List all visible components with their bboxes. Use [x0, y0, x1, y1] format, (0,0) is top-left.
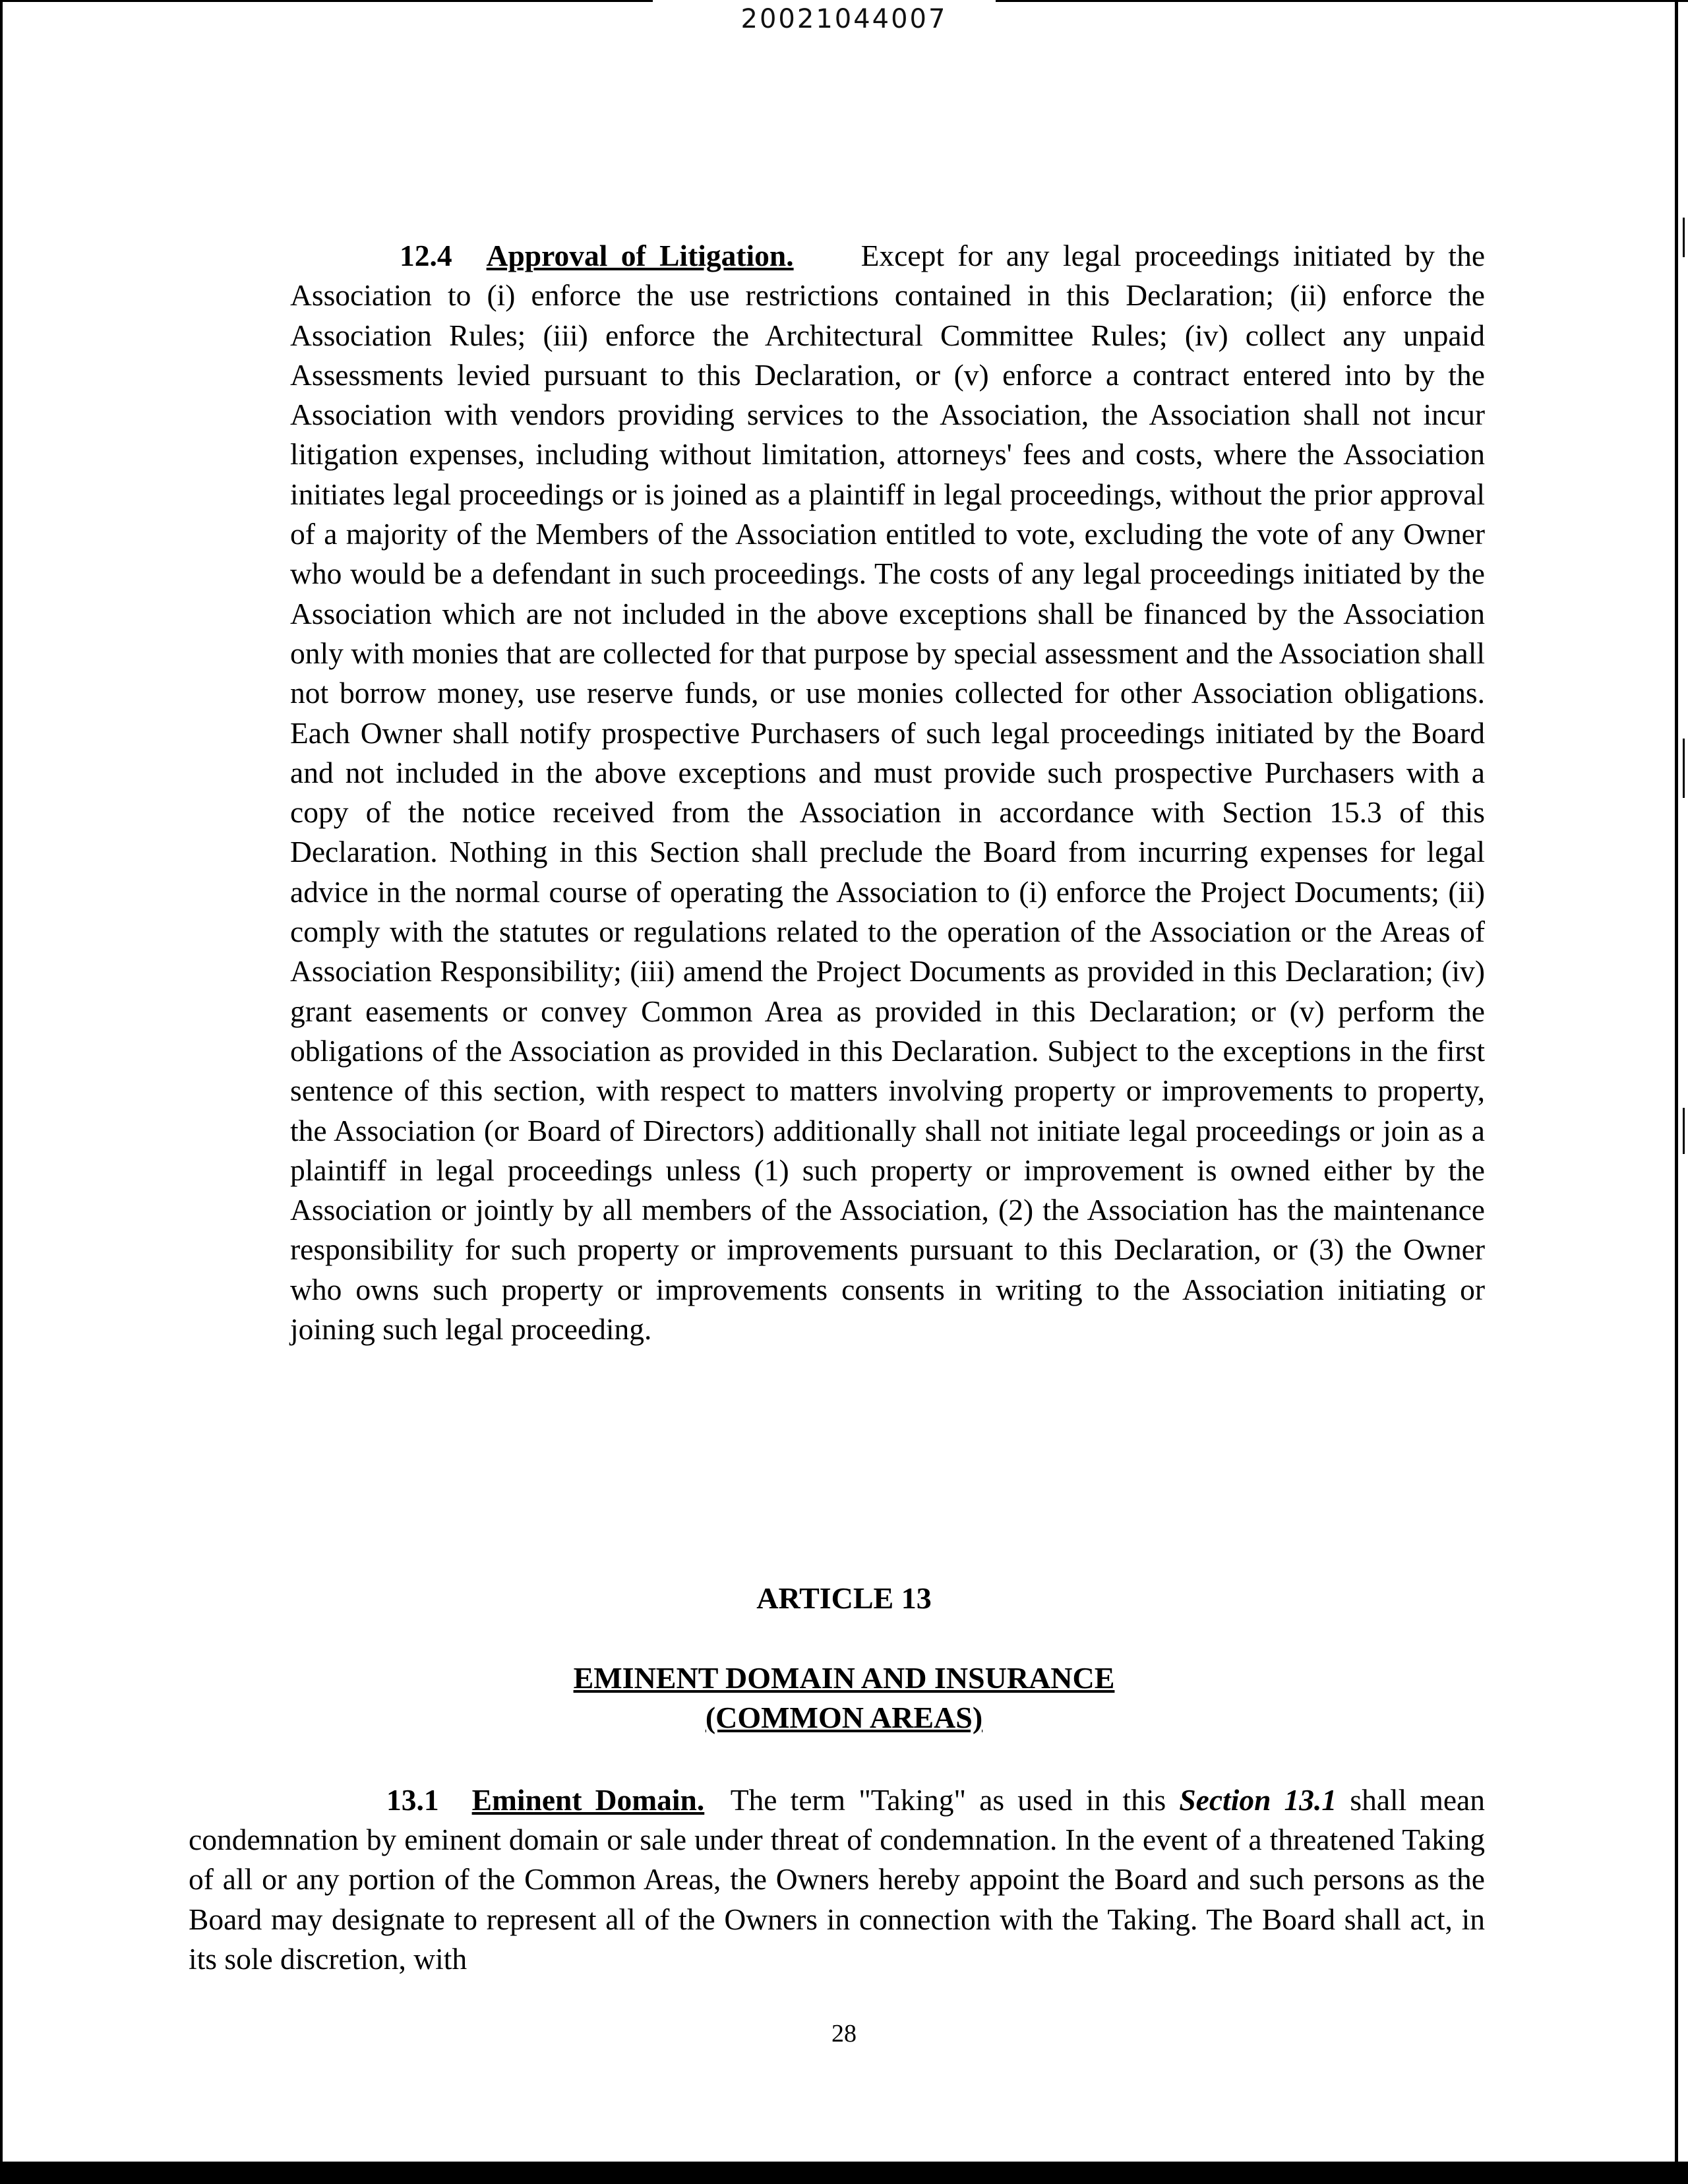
- section-number: 13.1: [386, 1783, 439, 1817]
- scan-edge-mark: [1683, 218, 1685, 257]
- section-title: Eminent Domain.: [471, 1783, 705, 1817]
- scan-edge-mark: [1683, 1108, 1685, 1154]
- scan-border-top-right: [996, 0, 1688, 2]
- article-title-line-2: (COMMON AREAS): [705, 1701, 983, 1734]
- scan-border-top-left: [0, 0, 653, 2]
- section-body-start: The term "Taking" as used in this: [730, 1783, 1166, 1817]
- article-number: ARTICLE 13: [756, 1581, 932, 1615]
- scan-border-left: [0, 0, 3, 2184]
- section-body-rest: shall mean condemnation by eminent domain or sale under threat of condemnation. In the event of a threatened Taking of all or any portion of the Common Areas, the Owners hereby appoint the Board and such persons as the Board may designate to represent all of the Owners in connection with the Taking. The Board shall act, in its sole discretion, with: [189, 1783, 1485, 1976]
- document-number: 20021044007: [740, 4, 948, 34]
- section-12-4-paragraph: [290, 236, 1485, 1349]
- section-number: 12.4: [400, 239, 452, 272]
- page-number: 28: [831, 2020, 857, 2048]
- scan-border-right: [1675, 0, 1678, 2163]
- section-13-1-paragraph: [189, 1780, 1485, 1979]
- article-title: [0, 1658, 1688, 1738]
- scan-border-bottom: [0, 2162, 1688, 2184]
- article-title-line-1: EMINENT DOMAIN AND INSURANCE: [573, 1661, 1115, 1695]
- section-reference: Section 13.1: [1179, 1783, 1337, 1817]
- section-body: Except for any legal proceedings initiated by the Association to (i) enforce the use restrictions contained in this Declaration; (ii) enforce the Association Rules; (iii) enforce the Architectural Committee Rules; (iv) collect any unpaid Assessments levied pursuant to this Declaration, or (v) enforce a contract entered into by the Association with vendors providing services to the Association, the Association shall not incur litigation expenses, including without limitation, attorneys' fees and costs, where the Association initiates legal proceedings or is joined as a plaintiff in legal proceedings, without the prior approval of a majority of the Members of the Association entitled to vote, excluding the vote of any Owner who would be a defendant in such proceedings. The costs of any legal proceedings initiated by the Association which are not included in the above exceptions shall be financed by the Association only with monies that are collected for that purpose by special assessment and the Association shall not borrow money, use reserve funds, or use monies collected for other Association obligations. Each Owner shall notify prospective Purchasers of such legal proceedings initiated by the Board and not included in the above exceptions and must provide such prospective Purchasers with a copy of the notice received from the Association in accordance with Section 15.3 of this Declaration. Nothing in this Section shall preclude the Board from incurring expenses for legal advice in the normal course of operating the Association to (i) enforce the Project Documents; (ii) comply with the statutes or regulations related to the operation of the Association or the Areas of Association Responsibility; (iii) amend the Project Documents as provided in this Declaration; (iv) grant easements or convey Common Area as provided in this Declaration; or (v) perform the obligations of the Association as provided in this Declaration. Subject to the exceptions in the first sentence of this section, with respect to matters involving property or improvements to property, the Association (or Board of Directors) additionally shall not initiate legal proceedings or join as a plaintiff in legal proceedings unless (1) such property or improvement is owned either by the Association or jointly by all members of the Association, (2) the Association has the maintenance responsibility for such property or improvements pursuant to this Declaration, or (3) the Owner who owns such property or improvements consents in writing to the Association initiating or joining such legal proceeding.: [290, 239, 1486, 1347]
- section-title: Approval of Litigation.: [486, 239, 794, 272]
- scan-edge-mark: [1683, 739, 1685, 798]
